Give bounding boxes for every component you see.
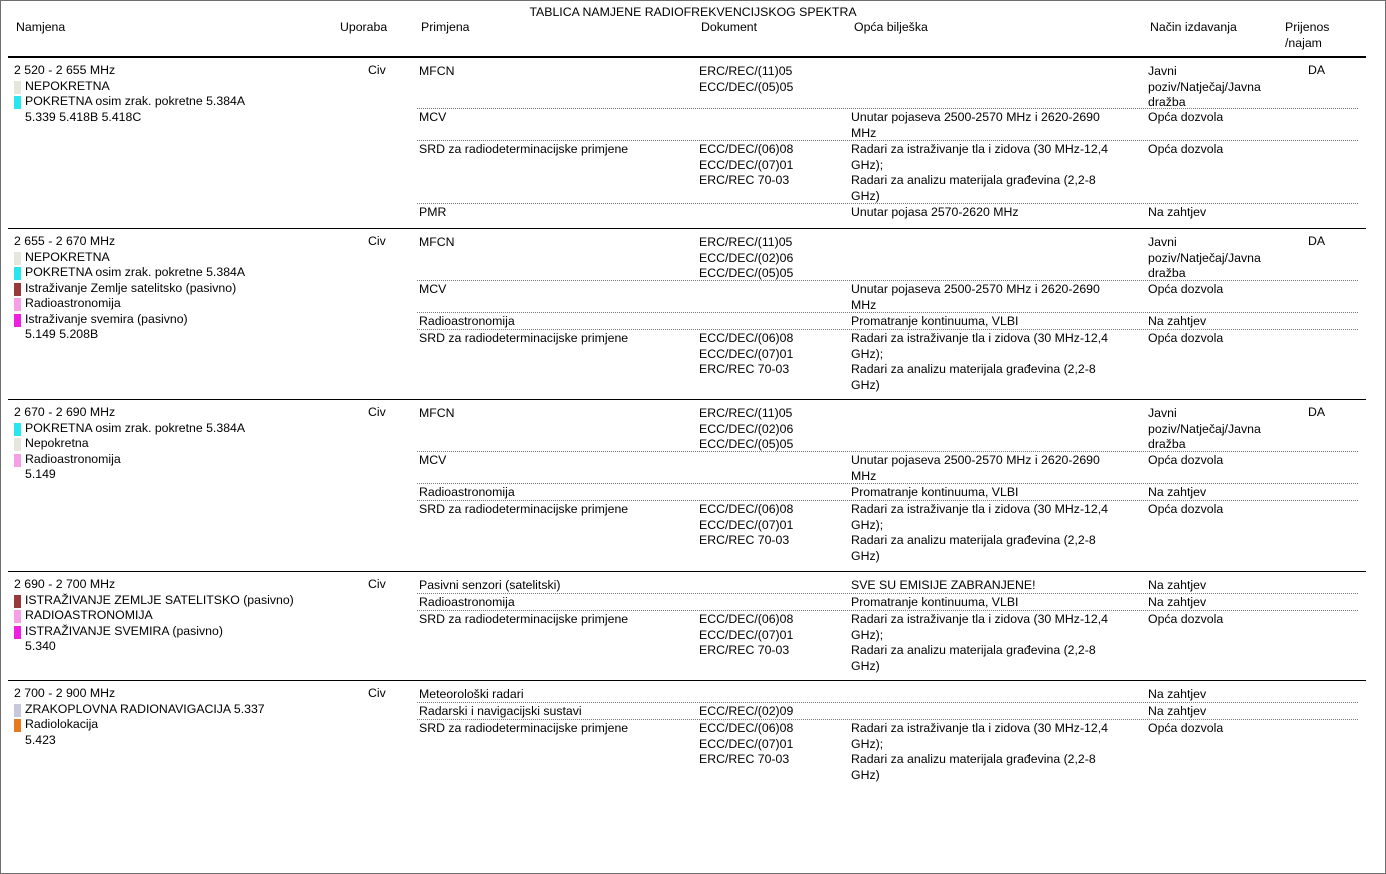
- allocation-group: [8, 571, 1366, 681]
- frequency-band: 2 655 - 2 670 MHz: [14, 234, 116, 248]
- nacin-izdavanja-cell: Na zahtjev: [1148, 687, 1207, 701]
- service-color-swatch: [14, 610, 21, 623]
- uporaba-value: Civ: [368, 234, 386, 248]
- application-row: [417, 593, 1358, 611]
- application-row: [417, 108, 1358, 141]
- service-label: POKRETNA osim zrak. pokretne 5.384A: [25, 94, 246, 108]
- service-label: NEPOKRETNA: [25, 249, 110, 264]
- frequency-band: 2 520 - 2 655 MHz: [14, 63, 116, 77]
- application-row: [417, 610, 1358, 683]
- service-color-swatch: [14, 298, 21, 311]
- service-label: POKRETNA osim zrak. pokretne 5.384A: [25, 265, 246, 279]
- service-label: RADIOASTRONOMIJA: [25, 608, 153, 622]
- service-label: ZRAKOPLOVNA RADIONAVIGACIJA 5.337: [25, 701, 265, 716]
- primjena-cell: MCV: [419, 282, 447, 296]
- nacin-izdavanja-cell: Javni poziv/Natječaj/Javna dražba: [1148, 406, 1261, 451]
- service-color-swatch: [14, 423, 21, 436]
- allocation-service: [14, 312, 334, 328]
- allocation-service: [14, 79, 334, 95]
- header-prijenos-najam: Prijenos /najam: [1285, 20, 1330, 50]
- nacin-izdavanja-cell: Javni poziv/Natječaj/Javna dražba: [1148, 235, 1261, 280]
- service-label: ISTRAŽIVANJE ZEMLJE SATELITSKO (pasivno): [25, 592, 294, 607]
- primjena-cell: MFCN: [419, 64, 455, 78]
- service-label: Radioastronomija: [25, 451, 121, 466]
- allocation-service: [14, 436, 334, 452]
- service-color-swatch: [14, 283, 21, 296]
- dokument-cell: ECC/DEC/(06)08 ECC/DEC/(07)01 ERC/REC 70-03: [699, 721, 794, 766]
- service-label: ISTRAŽIVANJE SVEMIRA (pasivno): [25, 623, 223, 638]
- primjena-cell: SRD za radiodeterminacijske primjene: [419, 331, 629, 345]
- allocation-service: [14, 717, 334, 733]
- header-opca-biljeska: Opća bilješka: [854, 20, 928, 34]
- prijenos-value: DA: [1308, 234, 1326, 248]
- nacin-izdavanja-cell: Opća dozvola: [1148, 453, 1224, 467]
- allocation-service: [14, 265, 334, 281]
- primjena-cell: MCV: [419, 453, 447, 467]
- primjena-cell: Radioastronomija: [419, 314, 515, 328]
- nacin-izdavanja-cell: Opća dozvola: [1148, 331, 1224, 345]
- footnote-refs: 5.339 5.418B 5.418C: [25, 109, 142, 124]
- application-row: [417, 404, 1358, 451]
- allocation-group: [8, 680, 1366, 801]
- table-title: TABLICA NAMJENE RADIOFREKVENCIJSKOG SPEKTRA: [529, 5, 857, 19]
- primjena-cell: SRD za radiodeterminacijske primjene: [419, 612, 629, 626]
- allocation-service: [14, 94, 334, 110]
- header-uporaba: Uporaba: [340, 20, 388, 34]
- frequency-band: 2 690 - 2 700 MHz: [14, 577, 116, 591]
- nacin-izdavanja-cell: Opća dozvola: [1148, 502, 1224, 516]
- service-color-swatch: [14, 719, 21, 732]
- allocation-service: [14, 452, 334, 468]
- application-row: [417, 451, 1358, 484]
- header-namjena: Namjena: [16, 20, 66, 34]
- primjena-cell: SRD za radiodeterminacijske primjene: [419, 142, 629, 156]
- primjena-cell: SRD za radiodeterminacijske primjene: [419, 502, 629, 516]
- nacin-izdavanja-cell: Opća dozvola: [1148, 612, 1224, 626]
- allocation-group: [8, 399, 1366, 572]
- allocation-service: [14, 281, 334, 297]
- footnote-refs: 5.340: [25, 639, 56, 653]
- biljeska-cell: Unutar pojaseva 2500-2570 MHz i 2620-2690 MHz: [851, 282, 1100, 312]
- biljeska-cell: Unutar pojaseva 2500-2570 MHz i 2620-2690 MHz: [851, 110, 1100, 140]
- nacin-izdavanja-cell: Javni poziv/Natječaj/Javna dražba: [1148, 64, 1261, 109]
- service-label: Istraživanje Zemlje satelitsko (pasivno): [25, 280, 237, 295]
- primjena-cell: Radioastronomija: [419, 595, 515, 609]
- frequency-band: 2 670 - 2 690 MHz: [14, 405, 116, 419]
- service-color-swatch: [14, 96, 21, 109]
- application-row: [417, 329, 1358, 405]
- dokument-cell: ERC/REC/(11)05 ECC/DEC/(05)05: [699, 64, 794, 94]
- allocation-group: [8, 228, 1366, 400]
- nacin-izdavanja-cell: Opća dozvola: [1148, 142, 1224, 156]
- nacin-izdavanja-cell: Na zahtjev: [1148, 485, 1207, 499]
- service-label: Radiolokacija: [25, 717, 99, 731]
- allocation-service: [14, 421, 334, 437]
- allocation-service: [14, 608, 334, 624]
- nacin-izdavanja-cell: Na zahtjev: [1148, 205, 1207, 219]
- biljeska-cell: Radari za istraživanje tla i zidova (30 MHz-12,4 GHz); Radari za analizu materijala građevina (2,2-8 GHz): [851, 331, 1108, 392]
- application-row: [417, 483, 1358, 501]
- biljeska-cell: Radari za istraživanje tla i zidova (30 MHz-12,4 GHz); Radari za analizu materijala građevina (2,2-8 GHz): [851, 612, 1108, 673]
- biljeska-cell: Unutar pojaseva 2500-2570 MHz i 2620-2690 MHz: [851, 453, 1100, 483]
- service-color-swatch: [14, 267, 21, 280]
- primjena-cell: Radarski i navigacijski sustavi: [419, 704, 582, 718]
- service-color-swatch: [14, 595, 21, 608]
- prijenos-value: DA: [1308, 63, 1326, 77]
- nacin-izdavanja-cell: Opća dozvola: [1148, 110, 1224, 124]
- primjena-cell: MFCN: [419, 406, 455, 420]
- dokument-cell: ECC/DEC/(06)08 ECC/DEC/(07)01 ERC/REC 70-03: [699, 142, 794, 187]
- dokument-cell: ECC/DEC/(06)08 ECC/DEC/(07)01 ERC/REC 70-03: [699, 612, 794, 657]
- biljeska-cell: Radari za istraživanje tla i zidova (30 MHz-12,4 GHz); Radari za analizu materijala građevina (2,2-8 GHz): [851, 142, 1108, 203]
- footnote-refs: 5.149: [25, 467, 56, 481]
- allocation-service: [14, 624, 334, 640]
- footnote-refs: 5.149 5.208B: [25, 327, 99, 341]
- application-row: [417, 576, 1358, 593]
- service-color-swatch: [14, 81, 21, 94]
- primjena-cell: MFCN: [419, 235, 455, 249]
- prijenos-value: DA: [1308, 405, 1326, 419]
- frequency-band: 2 700 - 2 900 MHz: [14, 686, 116, 700]
- nacin-izdavanja-cell: Na zahtjev: [1148, 595, 1207, 609]
- application-row: [417, 685, 1358, 702]
- uporaba-value: Civ: [368, 686, 386, 700]
- primjena-cell: Radioastronomija: [419, 485, 515, 499]
- dokument-cell: ECC/DEC/(06)08 ECC/DEC/(07)01 ERC/REC 70-03: [699, 502, 794, 547]
- biljeska-cell: Promatranje kontinuuma, VLBI: [851, 485, 1019, 499]
- primjena-cell: PMR: [419, 205, 447, 219]
- nacin-izdavanja-cell: Na zahtjev: [1148, 314, 1207, 328]
- biljeska-cell: Promatranje kontinuuma, VLBI: [851, 595, 1019, 609]
- biljeska-cell: Radari za istraživanje tla i zidova (30 MHz-12,4 GHz); Radari za analizu materijala građevina (2,2-8 GHz): [851, 502, 1108, 563]
- service-color-swatch: [14, 704, 21, 717]
- header-nacin-izdavanja: Način izdavanja: [1150, 20, 1237, 34]
- uporaba-value: Civ: [368, 63, 386, 77]
- dokument-cell: ECC/DEC/(06)08 ECC/DEC/(07)01 ERC/REC 70-03: [699, 331, 794, 376]
- service-label: Radioastronomija: [25, 296, 121, 310]
- biljeska-cell: Unutar pojasa 2570-2620 MHz: [851, 205, 1019, 219]
- service-color-swatch: [14, 314, 21, 327]
- allocation-service: [14, 593, 334, 609]
- allocation-group: [8, 57, 1366, 229]
- nacin-izdavanja-cell: Na zahtjev: [1148, 578, 1207, 592]
- nacin-izdavanja-cell: Opća dozvola: [1148, 282, 1224, 296]
- application-row: [417, 233, 1358, 280]
- application-row: [417, 719, 1358, 784]
- service-label: Istraživanje svemira (pasivno): [25, 311, 188, 326]
- biljeska-cell: Radari za istraživanje tla i zidova (30 MHz-12,4 GHz); Radari za analizu materijala građevina (2,2-8 GHz): [851, 721, 1108, 782]
- biljeska-cell: SVE SU EMISIJE ZABRANJENE!: [851, 578, 1036, 592]
- allocation-service: [14, 702, 334, 718]
- uporaba-value: Civ: [368, 405, 386, 419]
- service-label: Nepokretna: [25, 436, 89, 450]
- dokument-cell: ECC/REC/(02)09: [699, 704, 794, 718]
- application-row: [417, 280, 1358, 313]
- primjena-cell: SRD za radiodeterminacijske primjene: [419, 721, 629, 735]
- biljeska-cell: Promatranje kontinuuma, VLBI: [851, 314, 1019, 328]
- application-row: [417, 500, 1358, 576]
- service-color-swatch: [14, 454, 21, 467]
- uporaba-value: Civ: [368, 577, 386, 591]
- primjena-cell: Meteorološki radari: [419, 687, 524, 701]
- allocation-service: [14, 250, 334, 266]
- dokument-cell: ERC/REC/(11)05 ECC/DEC/(02)06 ECC/DEC/(05)05: [699, 406, 794, 451]
- service-label: POKRETNA osim zrak. pokretne 5.384A: [25, 420, 246, 435]
- dokument-cell: ERC/REC/(11)05 ECC/DEC/(02)06 ECC/DEC/(05)05: [699, 235, 794, 280]
- service-color-swatch: [14, 626, 21, 639]
- application-row: [417, 312, 1358, 330]
- allocation-service: [14, 296, 334, 312]
- footnote-refs: 5.423: [25, 732, 56, 747]
- nacin-izdavanja-cell: Opća dozvola: [1148, 721, 1224, 735]
- application-row: [417, 702, 1358, 720]
- application-row: [417, 62, 1358, 108]
- primjena-cell: MCV: [419, 110, 447, 124]
- nacin-izdavanja-cell: Na zahtjev: [1148, 704, 1207, 718]
- service-color-swatch: [14, 438, 21, 451]
- service-color-swatch: [14, 252, 21, 265]
- header-dokument: Dokument: [701, 20, 758, 34]
- application-row: [417, 140, 1358, 204]
- service-label: NEPOKRETNA: [25, 78, 110, 93]
- header-primjena: Primjena: [421, 20, 470, 34]
- primjena-cell: Pasivni senzori (satelitski): [419, 578, 561, 592]
